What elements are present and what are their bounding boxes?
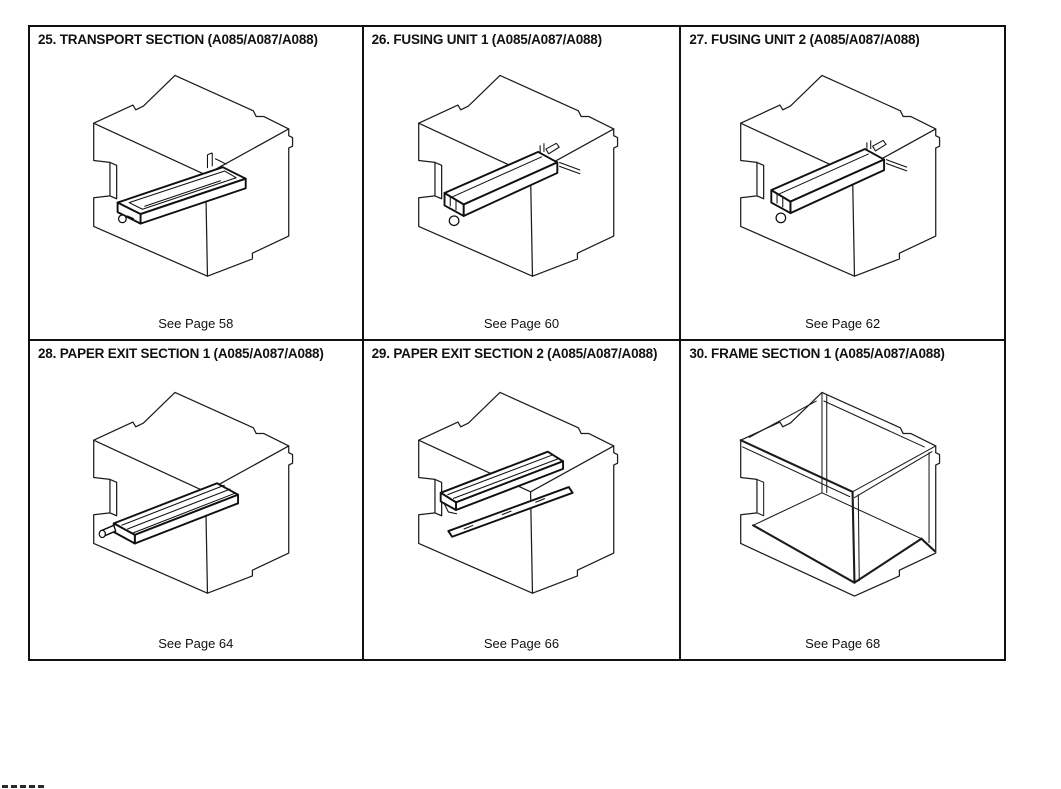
- paper-exit-section-1-isometric-drawing: [62, 380, 330, 619]
- panel-30-frame-section-1: [681, 341, 1004, 659]
- panel-figure: [689, 49, 996, 316]
- fusing-unit-2-isometric-drawing: [709, 63, 977, 302]
- see-page-reference: See Page 58: [158, 316, 234, 331]
- panel-figure: [372, 49, 672, 316]
- fusing-unit-1-isometric-drawing: [387, 63, 655, 302]
- see-page-reference: See Page 66: [483, 636, 560, 651]
- see-page-reference: See Page 64: [158, 636, 234, 651]
- panel-title: 27. FUSING UNIT 2 (A085/A087/A088): [689, 32, 920, 47]
- see-page-reference: See Page 60: [483, 316, 560, 331]
- panel-29-paper-exit-section-2: [364, 341, 682, 659]
- panel-title: 29. PAPER EXIT SECTION 2 (A085/A087/A088): [371, 346, 658, 361]
- section-index-table: [28, 25, 1006, 661]
- frame-section-1-isometric-drawing: [709, 380, 977, 619]
- see-page-reference: See Page 68: [805, 636, 881, 651]
- panel-title: 25. TRANSPORT SECTION (A085/A087/A088): [38, 32, 318, 47]
- panel-title: 28. PAPER EXIT SECTION 1 (A085/A087/A088): [38, 346, 324, 361]
- panel-figure: [38, 49, 354, 316]
- panel-28-paper-exit-section-1: [30, 341, 364, 659]
- panel-figure: [689, 363, 996, 636]
- paper-exit-section-2-isometric-drawing: [387, 380, 655, 619]
- panel-figure: [38, 363, 354, 636]
- panel-26-fusing-unit-1: [364, 27, 682, 341]
- see-page-reference: See Page 62: [805, 316, 881, 331]
- scan-artifact-mark: [2, 785, 46, 788]
- transport-unit-isometric-drawing: [62, 63, 330, 302]
- panel-title: 30. FRAME SECTION 1 (A085/A087/A088): [689, 346, 945, 361]
- panel-27-fusing-unit-2: [681, 27, 1004, 341]
- panel-title: 26. FUSING UNIT 1 (A085/A087/A088): [371, 32, 602, 47]
- panel-25-transport-section: [30, 27, 364, 341]
- panel-figure: [372, 363, 672, 636]
